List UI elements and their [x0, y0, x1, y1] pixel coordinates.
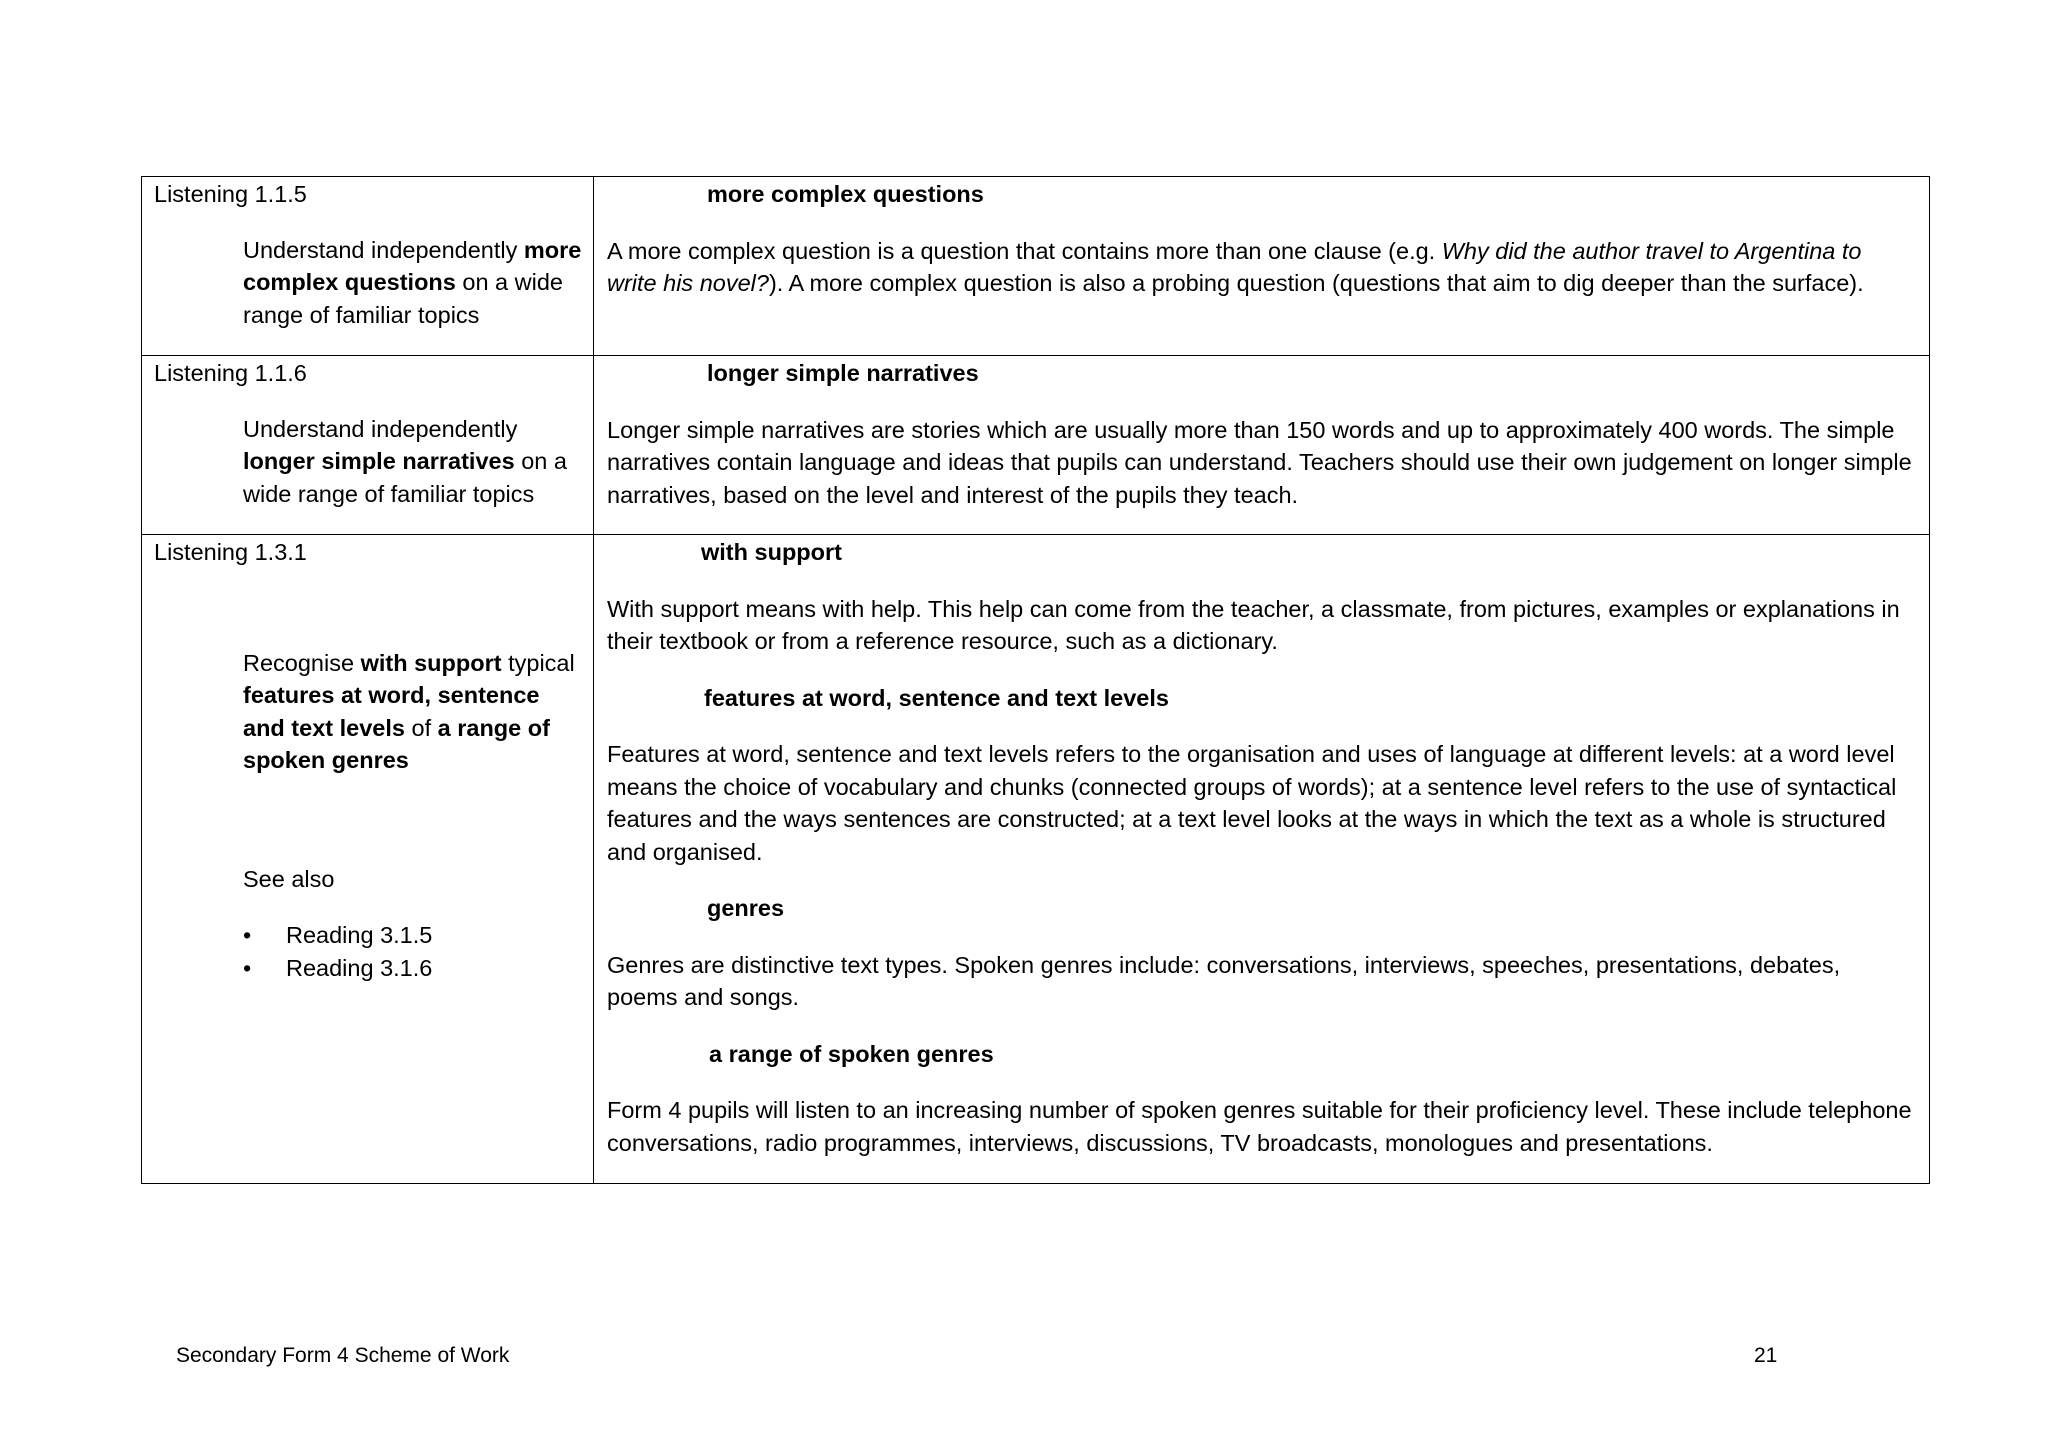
glossary-explanation: Longer simple narratives are stories which are usually more than 150 words and up to approximately 400 words. The simple narratives contain language and ideas that pupils can understand. Teachers should use their own judgement on longer simple narratives, based on the level and interest of the pupils they teach.	[607, 416, 1912, 508]
standard-description	[142, 413, 593, 511]
glossary-term: with support	[701, 539, 842, 565]
standard-text: of	[404, 714, 438, 741]
standard-text: on a wide range of familiar topics	[243, 448, 567, 507]
glossary-term: genres	[707, 895, 785, 921]
glossary-cell	[594, 535, 1930, 1184]
standard-text: Understand independently	[243, 236, 524, 263]
glossary-explanation: Features at word, sentence and text levels refers to the organisation and uses of language at different levels: at a word level means the choice of vocabulary and chunks (connected groups of words); at a sentence level refers to the use of syntactical features and the ways sentences are constructed; at a text level looks at the ways in which the text as a whole is structured and organised.	[607, 741, 1897, 865]
table-row	[142, 356, 1930, 535]
standard-code: Listening 1.1.6	[154, 360, 307, 386]
standard-text: on a wide range of familiar topics	[243, 269, 563, 328]
see-also-reference: Reading 3.1.6	[286, 954, 433, 981]
glossary-explanation: Genres are distinctive text types. Spoken genres include: conversations, interviews, speeches, presentations, debates, poems and songs.	[607, 951, 1841, 1010]
standard-text: typical	[501, 649, 575, 676]
table-row	[142, 177, 1930, 356]
explanation-text: ). A more complex question is also a probing question (questions that aim to dig deeper than the surface).	[768, 270, 1864, 296]
standard-key-term: features at word, sentence and text levels	[243, 682, 540, 741]
list-item	[243, 919, 593, 952]
standard-code: Listening 1.1.5	[154, 181, 307, 207]
standard-code: Listening 1.3.1	[154, 539, 307, 565]
explanation-example: Why did the author travel to Argentina to write his novel?	[607, 237, 1862, 296]
standard-cell	[142, 535, 594, 1184]
standard-key-term: a range of spoken genres	[243, 714, 550, 773]
table-row	[142, 535, 1930, 1184]
glossary-explanation: Form 4 pupils will listen to an increasing number of spoken genres suitable for their proficiency level. These include telephone conversations, radio programmes, interviews, discussions, TV broadcasts, monologues and presentations.	[607, 1097, 1912, 1156]
see-also-list	[142, 919, 593, 984]
glossary-cell	[594, 177, 1930, 356]
glossary-term: longer simple narratives	[707, 360, 979, 386]
explanation-text: A more complex question is a question that contains more than one clause (e.g.	[607, 237, 1442, 264]
glossary-explanation	[594, 235, 1929, 300]
glossary-term: features at word, sentence and text levels	[704, 684, 1169, 711]
standard-key-term: more complex questions	[243, 236, 582, 295]
glossary-table	[141, 176, 1930, 1184]
standard-key-term: with support	[360, 649, 502, 676]
standard-text: Understand independently	[243, 415, 518, 442]
standard-cell	[142, 177, 594, 356]
bullet-icon: •	[243, 922, 252, 948]
standard-cell	[142, 356, 594, 535]
glossary-term: a range of spoken genres	[709, 1040, 994, 1067]
standard-description	[142, 647, 593, 777]
list-item	[243, 952, 593, 985]
glossary-term: more complex questions	[707, 181, 984, 207]
page-number: 21	[1754, 1344, 1778, 1367]
footer-title: Secondary Form 4 Scheme of Work	[176, 1344, 510, 1367]
glossary-cell	[594, 356, 1930, 535]
standard-key-term: longer simple narratives	[243, 448, 515, 474]
see-also-label: See also	[243, 865, 335, 892]
glossary-explanation: With support means with help. This help can come from the teacher, a classmate, from pictures, examples or explanations in their textbook or from a reference resource, such as a dictionary.	[607, 595, 1900, 654]
standard-text: Recognise	[243, 649, 361, 676]
see-also-reference: Reading 3.1.5	[286, 922, 433, 948]
bullet-icon: •	[243, 954, 252, 981]
standard-description	[142, 234, 593, 332]
